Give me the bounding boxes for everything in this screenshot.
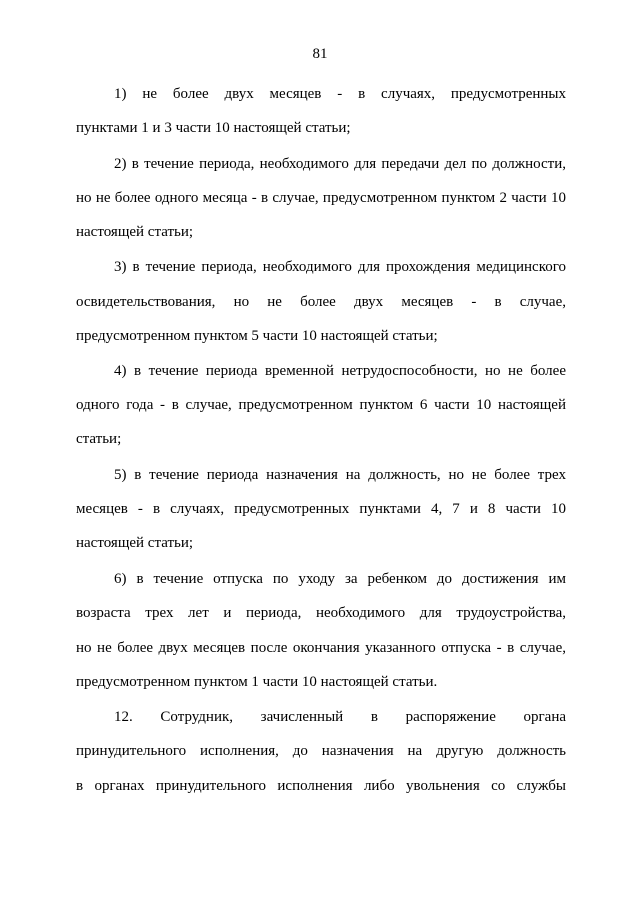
paragraph-12-line-2: принудительного исполнения, до назначения на другую должность: [76, 743, 566, 759]
paragraph-3-line-3: предусмотренном пунктом 5 части 10 настоящей статьи;: [76, 328, 438, 344]
paragraph-4-line-3: статьи;: [76, 431, 122, 447]
paragraph-6-line-2: возраста трех лет и периода, необходимого для трудоустройства,: [76, 605, 566, 621]
paragraph-12-line-3: в органах принудительного исполнения либо увольнения со службы: [76, 778, 566, 794]
page-number: 81: [312, 46, 328, 62]
paragraph-4-line-1: 4) в течение периода временной нетрудоспособности, но не более: [114, 363, 566, 379]
paragraph-6-line-1: 6) в течение отпуска по уходу за ребенком до достижения им: [114, 571, 566, 587]
paragraph-12-line-1: 12. Сотрудник, зачисленный в распоряжение органа: [114, 709, 566, 725]
paragraph-2-line-2: но не более одного месяца - в случае, предусмотренном пунктом 2 части 10: [76, 190, 566, 206]
paragraph-2-line-3: настоящей статьи;: [76, 224, 194, 240]
paragraph-5-line-2: месяцев - в случаях, предусмотренных пунктами 4, 7 и 8 части 10: [76, 501, 566, 517]
paragraph-3-line-2: освидетельствования, но не более двух месяцев - в случае,: [76, 294, 566, 310]
paragraph-2-line-1: 2) в течение периода, необходимого для передачи дел по должности,: [114, 156, 566, 172]
paragraph-1-line-2: пунктами 1 и 3 части 10 настоящей статьи;: [76, 120, 351, 136]
paragraph-1-line-1: 1) не более двух месяцев - в случаях, предусмотренных: [114, 86, 566, 102]
paragraph-6-line-4: предусмотренном пунктом 1 части 10 настоящей статьи.: [76, 674, 438, 690]
paragraph-6-line-3: но не более двух месяцев после окончания указанного отпуска - в случае,: [76, 640, 566, 656]
paragraph-3-line-1: 3) в течение периода, необходимого для прохождения медицинского: [114, 259, 566, 275]
paragraph-4-line-2: одного года - в случае, предусмотренном пунктом 6 части 10 настоящей: [76, 397, 566, 413]
paragraph-5-line-3: настоящей статьи;: [76, 535, 194, 551]
paragraph-5-line-1: 5) в течение периода назначения на должность, но не более трех: [114, 467, 566, 483]
